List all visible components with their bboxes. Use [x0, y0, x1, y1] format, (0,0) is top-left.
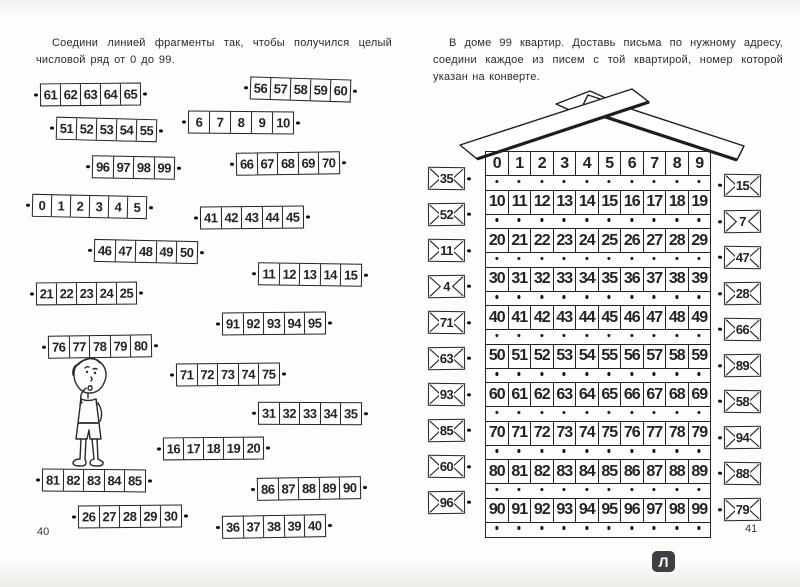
strip-cell: 7 — [210, 112, 231, 133]
envelope — [724, 498, 761, 522]
strip-cell: 22 — [57, 283, 77, 304]
house-cell: 84 — [576, 460, 599, 483]
house-cell: 35 — [599, 268, 622, 291]
strip-cell: 79 — [110, 336, 131, 357]
house-row — [486, 459, 710, 484]
strip-cell: 33 — [300, 403, 321, 424]
strip-cell: 14 — [320, 264, 341, 285]
strip-cell: 27 — [99, 506, 120, 527]
strip-cell: 34 — [320, 403, 341, 424]
house-row — [486, 151, 710, 176]
number-strip — [258, 262, 362, 286]
envelope-column-left — [428, 167, 465, 514]
envelope-number: 4 — [443, 278, 450, 295]
strip-cell: 15 — [343, 267, 358, 283]
house-cell: 70 — [486, 422, 509, 445]
strip-cell: 39 — [284, 515, 305, 536]
house-cell: 37 — [644, 268, 667, 291]
house-cell: 1 — [509, 152, 532, 175]
house-cell: 41 — [509, 306, 532, 329]
envelope — [724, 390, 761, 414]
house-cell: 12 — [531, 191, 554, 214]
number-strip — [78, 505, 182, 529]
number-strip — [163, 437, 264, 461]
number-strip — [56, 117, 158, 143]
house-cell: 11 — [509, 191, 532, 214]
house-cell: 13 — [554, 191, 577, 214]
house-cell: 85 — [599, 460, 622, 483]
strip-cell: 62 — [61, 84, 81, 105]
strip-cell: 51 — [57, 118, 78, 140]
strip-cell: 37 — [243, 516, 264, 537]
envelope-number: 11 — [440, 242, 453, 259]
house-cell: 8 — [666, 152, 689, 175]
number-strip — [40, 83, 141, 107]
strip-cell: 19 — [224, 438, 244, 459]
number-strip — [94, 239, 198, 264]
strip-cell: 84 — [104, 470, 125, 491]
strip-cell: 44 — [262, 207, 283, 228]
strip-cell: 8 — [231, 112, 252, 133]
house-cell: 9 — [689, 152, 711, 175]
strip-cell: 74 — [238, 364, 259, 385]
strip-cell: 80 — [133, 338, 148, 354]
house-row — [486, 305, 710, 330]
house-cell: 50 — [486, 345, 509, 368]
strip-cell: 67 — [257, 153, 278, 174]
house-cell: 54 — [576, 345, 599, 368]
envelope — [724, 210, 761, 234]
house-cell: 5 — [599, 152, 622, 175]
strip-cell: 5 — [133, 199, 141, 216]
envelope-number: 52 — [439, 206, 454, 223]
house-cell: 95 — [599, 499, 622, 522]
strip-cell: 23 — [77, 283, 97, 304]
strip-cell: 87 — [278, 478, 299, 499]
house-cell: 21 — [509, 229, 532, 252]
strip-cell: 41 — [201, 207, 222, 228]
house-cell: 45 — [599, 306, 622, 329]
strip-cell: 90 — [342, 480, 357, 496]
house-cell: 62 — [531, 383, 554, 406]
house-cell: 69 — [689, 383, 711, 406]
strip-cell: 4 — [109, 196, 128, 217]
strip-cell: 94 — [284, 313, 305, 334]
envelope-number: 7 — [739, 213, 746, 230]
house-cell: 49 — [689, 306, 711, 329]
house-cell: 40 — [486, 306, 509, 329]
house-cell: 18 — [666, 191, 689, 214]
house-cell: 61 — [509, 383, 532, 406]
envelope — [428, 347, 465, 371]
house-cell: 24 — [576, 229, 599, 252]
envelope-number: 60 — [439, 458, 454, 475]
house-cell: 25 — [599, 229, 622, 252]
strip-cell: 52 — [77, 118, 98, 140]
strip-cell: 68 — [278, 153, 299, 174]
house-cell: 96 — [621, 499, 644, 522]
envelope-number: 96 — [439, 494, 454, 511]
house-cell: 47 — [644, 306, 667, 329]
house-row — [486, 267, 710, 292]
house-row — [486, 190, 710, 215]
house-cell: 39 — [689, 268, 711, 291]
strip-cell: 66 — [237, 153, 258, 174]
number-strip — [258, 402, 362, 426]
house-cell: 65 — [599, 383, 622, 406]
house-cell: 76 — [621, 422, 644, 445]
house-cell: 56 — [621, 345, 644, 368]
page-number-left: 40 — [37, 526, 50, 538]
house-cell: 53 — [554, 345, 577, 368]
house-cell: 30 — [486, 268, 509, 291]
house-cell: 88 — [666, 460, 689, 483]
strip-cell: 53 — [97, 119, 118, 141]
number-strip — [250, 76, 352, 102]
number-strip — [36, 282, 137, 306]
house-cell: 98 — [666, 499, 689, 522]
house-cell: 72 — [531, 422, 554, 445]
house-cell: 77 — [644, 422, 667, 445]
envelope — [724, 354, 761, 378]
envelope-number: 63 — [439, 350, 454, 367]
house-cell: 64 — [576, 383, 599, 406]
house-cell: 10 — [486, 191, 509, 214]
house-cell: 0 — [486, 152, 509, 175]
strip-cell: 85 — [127, 473, 142, 489]
strip-cell: 50 — [179, 244, 194, 260]
house-cell: 58 — [666, 345, 689, 368]
envelope-number: 93 — [439, 386, 454, 403]
strip-cell: 9 — [252, 112, 273, 133]
house-cell: 32 — [531, 268, 554, 291]
envelope-number: 15 — [735, 177, 750, 194]
strip-cell: 31 — [259, 403, 280, 424]
labirint-logo: Л — [652, 551, 675, 572]
strip-cell: 42 — [221, 207, 242, 228]
house-cell: 14 — [576, 191, 599, 214]
number-strip — [222, 312, 326, 336]
strip-cell: 63 — [81, 84, 101, 105]
house-cell: 17 — [644, 191, 667, 214]
house-cell: 80 — [486, 460, 509, 483]
strip-cell: 16 — [164, 438, 184, 459]
house-cell: 6 — [621, 152, 644, 175]
strip-cell: 88 — [299, 478, 320, 499]
house-row — [486, 382, 710, 407]
house-cell: 91 — [509, 499, 532, 522]
house-cell: 48 — [666, 306, 689, 329]
house-cell: 46 — [621, 306, 644, 329]
strip-cell: 60 — [333, 83, 348, 99]
envelope-number: 66 — [735, 321, 750, 338]
strip-cell: 54 — [117, 119, 138, 141]
strip-cell: 61 — [41, 84, 61, 105]
house-cell: 28 — [666, 229, 689, 252]
strip-cell: 40 — [307, 518, 322, 534]
strip-cell: 99 — [157, 160, 172, 176]
envelope — [724, 462, 761, 486]
house-cell: 19 — [689, 191, 711, 214]
strip-cell: 18 — [204, 438, 224, 459]
strip-cell: 72 — [197, 364, 218, 385]
house-cell: 27 — [644, 229, 667, 252]
envelope — [428, 239, 465, 263]
strip-cell: 47 — [115, 240, 136, 261]
strip-cell: 96 — [93, 156, 114, 177]
house-cell: 31 — [509, 268, 532, 291]
right-page-instruction: В доме 99 квартир. Доставь письма по нужному адресу, соедини каждое из писем с той квартирой, номер которой указан на конверте. — [433, 37, 783, 84]
strip-cell: 11 — [259, 263, 280, 284]
envelope — [428, 455, 465, 479]
number-strip — [188, 111, 294, 135]
house-cell: 94 — [576, 499, 599, 522]
house-cell: 83 — [554, 460, 577, 483]
strip-cell: 65 — [123, 86, 138, 102]
envelope — [428, 167, 465, 191]
strip-cell: 43 — [242, 207, 263, 228]
strip-cell: 13 — [300, 264, 321, 285]
house-cell: 36 — [621, 268, 644, 291]
strip-cell: 21 — [37, 283, 57, 304]
strip-cell: 95 — [307, 315, 322, 331]
page-number-right: 41 — [745, 523, 758, 535]
house-cell: 7 — [644, 152, 667, 175]
strip-cell: 91 — [223, 313, 244, 334]
envelope — [428, 491, 465, 515]
number-strip — [236, 151, 340, 175]
strip-cell: 64 — [101, 84, 121, 105]
house-cell: 51 — [509, 345, 532, 368]
number-strip — [92, 155, 175, 179]
house-cell: 26 — [621, 229, 644, 252]
envelope — [724, 246, 761, 270]
house-cell: 75 — [599, 422, 622, 445]
envelope-number: 28 — [735, 285, 750, 302]
house-cell: 81 — [509, 460, 532, 483]
envelope — [724, 318, 761, 342]
house-apartment-grid — [485, 151, 711, 538]
strip-cell: 2 — [71, 196, 90, 217]
strip-cell: 71 — [177, 364, 198, 385]
strip-cell: 17 — [184, 438, 204, 459]
strip-cell: 93 — [264, 313, 285, 334]
house-cell: 16 — [621, 191, 644, 214]
strip-cell: 97 — [113, 157, 134, 178]
strip-cell: 58 — [291, 79, 312, 101]
envelope — [428, 311, 465, 335]
left-page-instruction: Соедини линией фрагменты так, чтобы получился целый числовой ряд от 0 до 99. — [36, 37, 392, 67]
strip-cell: 24 — [97, 283, 117, 304]
house-cell: 90 — [486, 499, 509, 522]
envelope — [724, 426, 761, 450]
envelope — [428, 419, 465, 443]
thinking-boy-illustration — [60, 355, 120, 473]
strip-cell: 73 — [218, 364, 239, 385]
strip-cell: 48 — [136, 241, 157, 262]
strip-cell: 28 — [120, 506, 141, 527]
strip-cell: 83 — [84, 470, 105, 491]
strip-cell: 56 — [251, 77, 272, 99]
house-cell: 82 — [531, 460, 554, 483]
house-cell: 92 — [531, 499, 554, 522]
strip-cell: 98 — [134, 157, 155, 178]
number-strip — [32, 194, 147, 219]
house-cell: 87 — [644, 460, 667, 483]
strip-cell: 0 — [33, 195, 52, 216]
strip-cell: 77 — [69, 336, 90, 357]
house-cell: 34 — [576, 268, 599, 291]
strip-cell: 26 — [79, 506, 100, 527]
strip-cell: 92 — [243, 313, 264, 334]
envelope-number: 35 — [439, 170, 454, 187]
strip-cell: 82 — [63, 470, 84, 491]
strip-cell: 1 — [52, 195, 71, 216]
strip-cell: 46 — [95, 240, 116, 261]
strip-cell: 49 — [156, 241, 177, 262]
house-cell: 20 — [486, 229, 509, 252]
house-cell: 3 — [554, 152, 577, 175]
strip-cell: 30 — [163, 508, 178, 524]
strip-cell: 78 — [90, 336, 111, 357]
house-cell: 60 — [486, 383, 509, 406]
number-strip — [257, 476, 361, 501]
strip-cell: 89 — [319, 477, 340, 498]
house-cell: 59 — [689, 345, 711, 368]
envelope — [428, 203, 465, 227]
envelope-number: 89 — [735, 357, 750, 374]
house-cell: 68 — [666, 383, 689, 406]
house-cell: 42 — [531, 306, 554, 329]
house-cell: 93 — [554, 499, 577, 522]
house-cell: 29 — [689, 229, 711, 252]
house-cell: 89 — [689, 460, 711, 483]
strip-cell: 12 — [279, 264, 300, 285]
strip-cell: 29 — [140, 506, 161, 527]
strip-cell: 6 — [189, 112, 210, 133]
strip-cell: 86 — [258, 479, 279, 500]
envelope-number: 71 — [439, 314, 454, 331]
strip-cell: 59 — [311, 79, 332, 101]
strip-cell: 70 — [321, 155, 336, 171]
house-cell: 78 — [666, 422, 689, 445]
strip-cell: 3 — [90, 196, 109, 217]
house-row — [486, 421, 710, 446]
house-cell: 38 — [666, 268, 689, 291]
house-cell: 22 — [531, 229, 554, 252]
house-cell: 99 — [689, 499, 711, 522]
house-cell: 2 — [531, 152, 554, 175]
house-cell: 67 — [644, 383, 667, 406]
strip-cell: 69 — [298, 153, 319, 174]
strip-cell: 20 — [246, 440, 261, 456]
envelope-number: 47 — [735, 249, 750, 266]
house-cell: 33 — [554, 268, 577, 291]
strip-cell: 38 — [264, 516, 285, 537]
house-cell: 23 — [554, 229, 577, 252]
strip-cell: 75 — [261, 366, 276, 382]
strip-cell: 35 — [343, 406, 358, 422]
strip-cell: 81 — [43, 470, 64, 491]
strip-cell: 45 — [285, 209, 300, 225]
envelope — [428, 275, 465, 299]
house-cell: 15 — [599, 191, 622, 214]
house-cell: 4 — [576, 152, 599, 175]
house-row — [486, 498, 710, 523]
strip-cell: 36 — [223, 517, 244, 538]
number-strip — [222, 514, 326, 539]
strip-cell: 25 — [119, 285, 134, 301]
envelope-number: 94 — [735, 429, 750, 446]
envelope-number: 85 — [439, 422, 454, 439]
house-row — [486, 228, 710, 253]
envelope-number: 58 — [735, 393, 750, 410]
house-cell: 97 — [644, 499, 667, 522]
strip-cell: 76 — [49, 336, 70, 357]
envelope-number: 88 — [735, 465, 750, 482]
envelope — [724, 174, 761, 198]
house-cell: 43 — [554, 306, 577, 329]
envelope — [428, 383, 465, 407]
strip-cell: 57 — [271, 78, 292, 100]
strip-cell: 10 — [276, 115, 290, 131]
house-cell: 73 — [554, 422, 577, 445]
envelope-number: 79 — [735, 501, 750, 518]
house-row — [486, 344, 710, 369]
house-cell: 79 — [689, 422, 711, 445]
house-cell: 63 — [554, 383, 577, 406]
number-strip — [176, 363, 280, 387]
house-cell: 57 — [644, 345, 667, 368]
house-cell: 86 — [621, 460, 644, 483]
house-cell: 71 — [509, 422, 532, 445]
strip-cell: 55 — [139, 122, 154, 139]
envelope — [724, 282, 761, 306]
envelope-column-right — [724, 174, 761, 521]
house-cell: 55 — [599, 345, 622, 368]
house-cell: 74 — [576, 422, 599, 445]
strip-cell: 32 — [279, 403, 300, 424]
house-cell: 66 — [621, 383, 644, 406]
house-cell: 52 — [531, 345, 554, 368]
number-strip — [200, 206, 304, 230]
house-cell: 44 — [576, 306, 599, 329]
